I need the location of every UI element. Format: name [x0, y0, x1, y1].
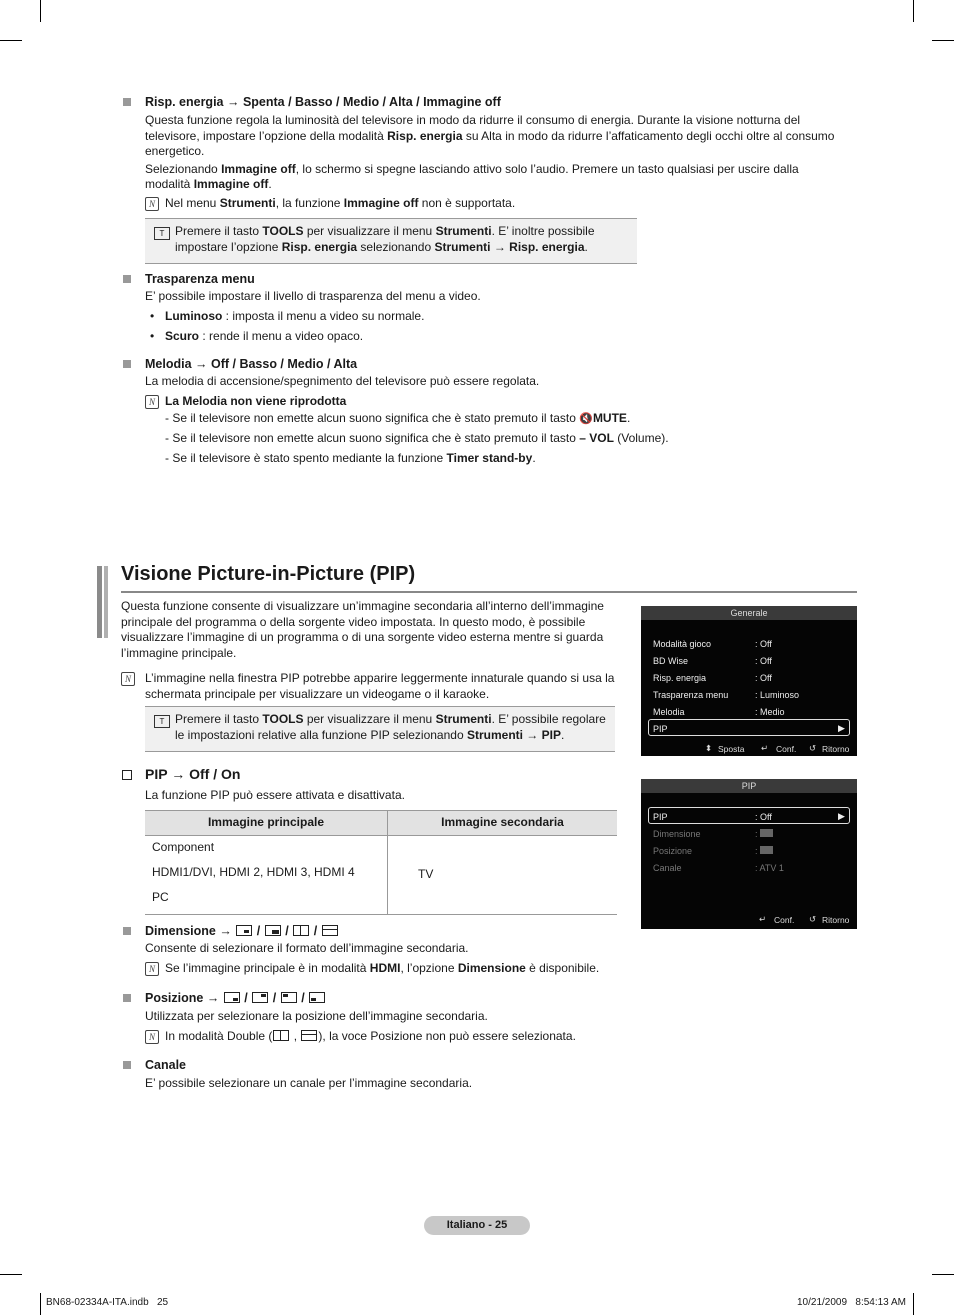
note-icon: N	[145, 1030, 159, 1044]
pip-intro: Questa funzione consente di visualizzare un’immagine secondaria all’interno dell’immagine principale del programma o della sorgente video impostata. In questo modo, è possibile visualizzare l’immagine di un programma o di una sorgente video esterna mentre si guarda l’immagine principale.	[121, 599, 604, 660]
menu-item-label: Risp. energia	[653, 673, 707, 683]
footer-hint: Conf.	[774, 915, 795, 925]
list-item: Luminoso : imposta il menu a video su normale.	[165, 309, 425, 323]
canale-desc: E’ possibile selezionare un canale per l’immagine secondaria.	[145, 1076, 473, 1090]
menu-item-label: Modalità gioco	[653, 639, 712, 649]
crop-mark	[40, 1293, 41, 1315]
enter-icon: ↵	[759, 914, 767, 924]
double-split-icon	[273, 1030, 289, 1041]
dimensione-desc: Consente di selezionare il formato dell’immagine secondaria.	[145, 941, 469, 955]
trasp-title: Trasparenza menu	[145, 272, 255, 286]
tv-menu-generale	[641, 606, 857, 756]
crop-mark	[932, 1274, 954, 1275]
tools-icon: T	[154, 227, 170, 240]
crop-mark	[40, 0, 41, 22]
heading-rule	[121, 591, 857, 593]
double-split-icon	[293, 925, 309, 936]
size-small-icon	[760, 829, 773, 837]
size-large-icon	[265, 925, 281, 936]
section-bullet	[123, 1061, 131, 1069]
table-header: Immagine principale	[145, 811, 388, 836]
risp-paragraph: Questa funzione regola la luminosità del televisore in modo da ridurre il consumo di energia. Durante la visione notturna del televisore, impostare l’opzione della modalità Risp. energia su Alta in modo da ridurre l’affaticamento degli occhi oltre al consumo energetico. Selezionando Immagine off, lo schermo si spegne lasciando attivo solo l’audio. Premere un tasto qualsiasi per uscire dalla modalità Immagine off.	[145, 113, 835, 191]
enter-icon: ↵	[761, 743, 769, 753]
section-bullet	[123, 927, 131, 935]
melodia-title: Melodia → Off / Basso / Medio / Alta	[145, 357, 358, 371]
menu-item-label: PIP	[653, 812, 668, 822]
list-bullet: •	[150, 309, 155, 323]
melodia-desc: La melodia di accensione/spegnimento del televisore può essere regolata.	[145, 374, 540, 388]
menu-item-selected[interactable]	[648, 719, 850, 736]
pip-sub-desc: La funzione PIP può essere attivata e disattivata.	[145, 788, 405, 802]
menu-item-label: BD Wise	[653, 656, 689, 666]
file-info: BN68-02334A-ITA.indb 25	[46, 1297, 169, 1308]
print-date: 10/21/2009 8:54:13 AM	[797, 1297, 906, 1308]
trasp-desc: E’ possibile impostare il livello di trasparenza del menu a video.	[145, 289, 481, 303]
arrow-right-icon: ▶	[838, 811, 845, 821]
size-small-icon	[236, 925, 252, 936]
list-item: Scuro : rende il menu a video opaco.	[165, 329, 364, 343]
crop-mark	[0, 1274, 22, 1275]
risp-title: Risp. energia → Spenta / Basso / Medio / Alta / Immagine off	[145, 95, 501, 109]
menu-item-label: Dimensione	[653, 829, 701, 839]
menu-item-label: Posizione	[653, 846, 693, 856]
menu-item-label: PIP	[653, 724, 668, 734]
menu-item-selected[interactable]	[648, 807, 850, 824]
menu-item-value: : Off	[755, 812, 772, 822]
footer-hint: Ritorno	[822, 744, 850, 754]
menu-item-value: : Luminoso	[755, 690, 800, 700]
menu-item-value: :	[755, 846, 758, 856]
crop-mark	[913, 0, 914, 22]
table-header: Immagine secondaria	[388, 811, 618, 836]
dimensione-title: Dimensione → / / /	[145, 924, 339, 940]
menu-item-value: : Off	[755, 639, 772, 649]
list-bullet: •	[150, 329, 155, 343]
pip-note: L’immagine nella finestra PIP potrebbe apparire leggermente innaturale quando si usa la schermata principale per visualizzare un videogame o il karaoke.	[145, 671, 615, 701]
crop-mark	[913, 1293, 914, 1315]
section-bullet	[123, 98, 131, 106]
footer-hint: Conf.	[776, 744, 797, 754]
position-top-right-icon	[252, 992, 268, 1003]
menu-item-value: :	[755, 829, 758, 839]
canale-title: Canale	[145, 1058, 186, 1072]
posizione-desc: Utilizzata per selezionare la posizione dell’immagine secondaria.	[145, 1009, 488, 1023]
table-cell-secondary: TV	[388, 836, 618, 915]
melodia-dash-3: - Se il televisore è stato spento mediante la funzione Timer stand-by.	[165, 451, 536, 465]
tv-menu-pip	[641, 779, 857, 929]
risp-note: Nel menu Strumenti, la funzione Immagine off non è supportata.	[165, 196, 516, 210]
melodia-dash-1: - Se il televisore non emette alcun suono significa che è stato premuto il tasto 🔇MUTE.	[165, 411, 631, 425]
footer-hint: Ritorno	[822, 915, 850, 925]
menu-item-value: : Medio	[755, 707, 785, 717]
menu-item-label: Canale	[653, 863, 682, 873]
melodia-dash-2: - Se il televisore non emette alcun suono significa che è stato premuto il tasto – VOL (Volume).	[165, 431, 669, 445]
note-icon: N	[121, 672, 135, 686]
footer-hint: Sposta	[718, 744, 745, 754]
mute-icon: 🔇	[579, 413, 593, 425]
table-cell-main: Component HDMI1/DVI, HDMI 2, HDMI 3, HDMI 4 PC	[145, 836, 388, 915]
menu-item-label: Melodia	[653, 707, 685, 717]
note-icon: N	[145, 197, 159, 211]
menu-item-value: : ATV 1	[755, 863, 784, 873]
position-bottom-left-icon	[309, 992, 325, 1003]
double-wide-icon	[322, 925, 338, 936]
position-top-left-icon	[281, 992, 297, 1003]
crop-mark	[932, 40, 954, 41]
section-bullet	[123, 994, 131, 1002]
page-title: Visione Picture-in-Picture (PIP)	[121, 563, 416, 585]
pip-sub-title: PIP → Off / On	[145, 766, 241, 782]
pip-source-table	[145, 810, 617, 915]
page-number-badge: Italiano - 25	[424, 1216, 530, 1235]
crop-mark	[0, 40, 22, 41]
dimensione-note: Se l’immagine principale è in modalità HDMI, l’opzione Dimensione è disponibile.	[165, 961, 600, 975]
tools-tip-box: T Premere il tasto TOOLS per visualizzare il menu Strumenti. E’ possibile regolare le impostazioni relative alla funzione PIP selezionando Strumenti → PIP.	[145, 706, 615, 752]
note-icon: N	[145, 962, 159, 976]
menu-item-label: Trasparenza menu	[653, 690, 729, 700]
double-wide-icon	[301, 1030, 317, 1041]
tv-menu-header: PIP	[641, 779, 857, 793]
move-icon: ⬍	[705, 743, 713, 753]
heading-bar-decoration	[97, 566, 102, 638]
note-icon: N	[145, 395, 159, 409]
section-bullet	[123, 360, 131, 368]
return-icon: ↺	[809, 914, 817, 924]
tools-icon: T	[154, 715, 170, 728]
tv-menu-header: Generale	[641, 606, 857, 620]
position-bottom-right-icon	[760, 846, 773, 854]
position-bottom-right-icon	[224, 992, 240, 1003]
menu-item-value: : Off	[755, 673, 772, 683]
posizione-note: In modalità Double ( , ), la voce Posizione non può essere selezionata.	[165, 1029, 576, 1043]
melodia-note: La Melodia non viene riprodotta	[165, 394, 347, 408]
return-icon: ↺	[809, 743, 817, 753]
checkbox-icon	[122, 770, 132, 780]
tools-tip-box: T Premere il tasto TOOLS per visualizzare il menu Strumenti. E’ inoltre possibile impostare l’opzione Risp. energia selezionando Strumenti → Risp. energia.	[145, 218, 637, 264]
menu-item-value: : Off	[755, 656, 772, 666]
heading-bar-decoration	[104, 566, 108, 638]
posizione-title: Posizione → / / /	[145, 991, 326, 1007]
arrow-right-icon: ▶	[838, 723, 845, 733]
section-bullet	[123, 275, 131, 283]
